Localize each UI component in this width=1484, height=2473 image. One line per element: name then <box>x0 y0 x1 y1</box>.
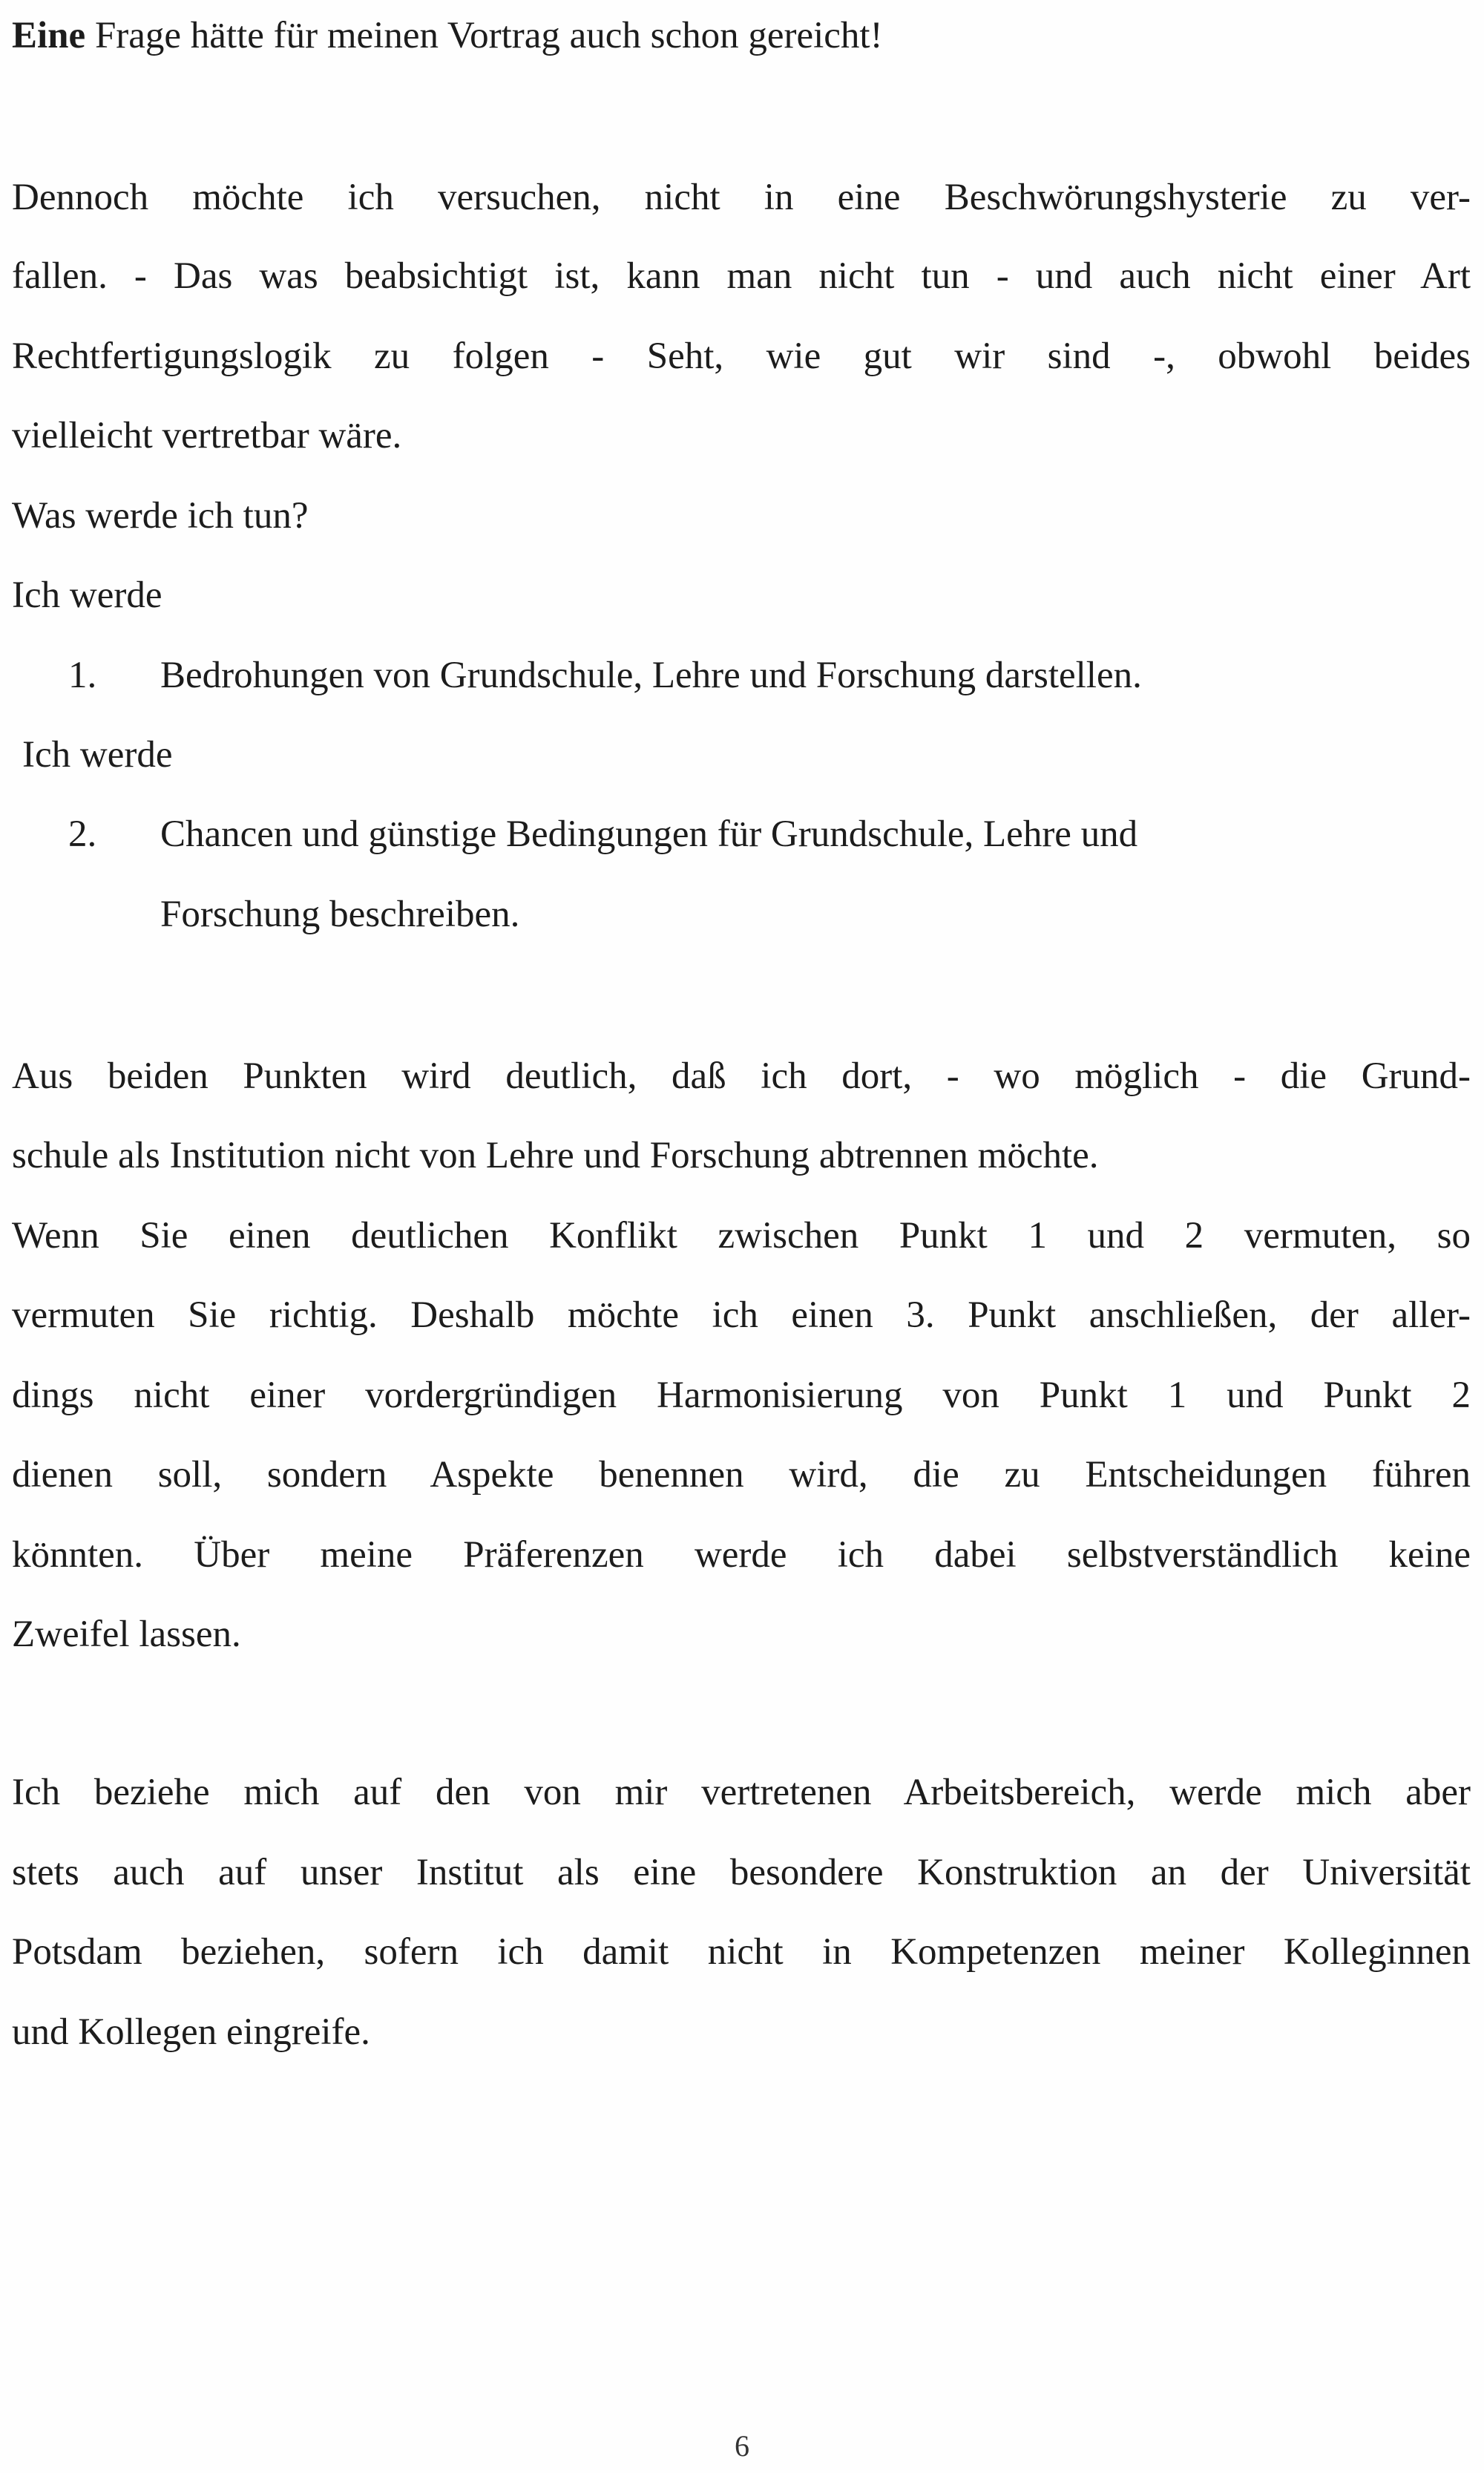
paragraph1-line4: vielleicht vertretbar wäre. <box>12 415 402 456</box>
paragraph2-line5: dings nicht einer vordergründigen Harmonisierung von Punkt 1 und Punkt 2 <box>12 1375 1471 1416</box>
paragraph2-line4: vermuten Sie richtig. Deshalb möchte ich einen 3. Punkt anschließen, der aller- <box>12 1294 1471 1336</box>
list-item-2-line2: Forschung beschreiben. <box>160 894 520 935</box>
paragraph3-line3: Potsdam beziehen, sofern ich damit nicht in Kompetenzen meiner Kolleginnen <box>12 1931 1471 1973</box>
question-line: Was werde ich tun? <box>12 495 309 537</box>
paragraph2-line7: könnten. Über meine Präferenzen werde ich dabei selbstverständlich keine <box>12 1534 1471 1576</box>
paragraph2-line8: Zweifel lassen. <box>12 1614 241 1655</box>
intro-line-1: Ich werde <box>12 574 162 616</box>
list-item-2-number: 2. <box>68 813 97 855</box>
paragraph2-line3: Wenn Sie einen deutlichen Konflikt zwischen Punkt 1 und 2 vermuten, so <box>12 1215 1471 1257</box>
list-item-2-line1: Chancen und günstige Bedingungen für Grundschule, Lehre und <box>160 813 1138 855</box>
opening-lead-word: Eine <box>12 15 86 56</box>
paragraph2-line2: schule als Institution nicht von Lehre und Forschung abtrennen möchte. <box>12 1135 1099 1176</box>
paragraph2-line1: Aus beiden Punkten wird deutlich, daß ich dort, - wo möglich - die Grund- <box>12 1055 1471 1097</box>
page-number: 6 <box>735 2429 749 2463</box>
paragraph1-line2: fallen. - Das was beabsichtigt ist, kann man nicht tun - und auch nicht einer Art <box>12 255 1471 297</box>
paragraph1-line1: Dennoch möchte ich versuchen, nicht in eine Beschwörungshysterie zu ver- <box>12 177 1471 218</box>
list-item-1-number: 1. <box>68 655 97 696</box>
paragraph1-line3: Rechtfertigungslogik zu folgen - Seht, wie gut wir sind -, obwohl beides <box>12 335 1471 377</box>
opening-rest: Frage hätte für meinen Vortrag auch schon gereicht! <box>85 15 883 56</box>
paragraph3-line2: stets auch auf unser Institut als eine besondere Konstruktion an der Universität <box>12 1852 1471 1893</box>
paragraph3-line4: und Kollegen eingreife. <box>12 2011 370 2053</box>
intro-line-2: Ich werde <box>22 734 173 776</box>
paragraph3-line1: Ich beziehe mich auf den von mir vertretenen Arbeitsbereich, werde mich aber <box>12 1772 1471 1813</box>
list-item-1-text: Bedrohungen von Grundschule, Lehre und Forschung darstellen. <box>160 655 1142 696</box>
paragraph2-line6: dienen soll, sondern Aspekte benennen wird, die zu Entscheidungen führen <box>12 1454 1471 1496</box>
opening-line <box>12 13 1471 58</box>
